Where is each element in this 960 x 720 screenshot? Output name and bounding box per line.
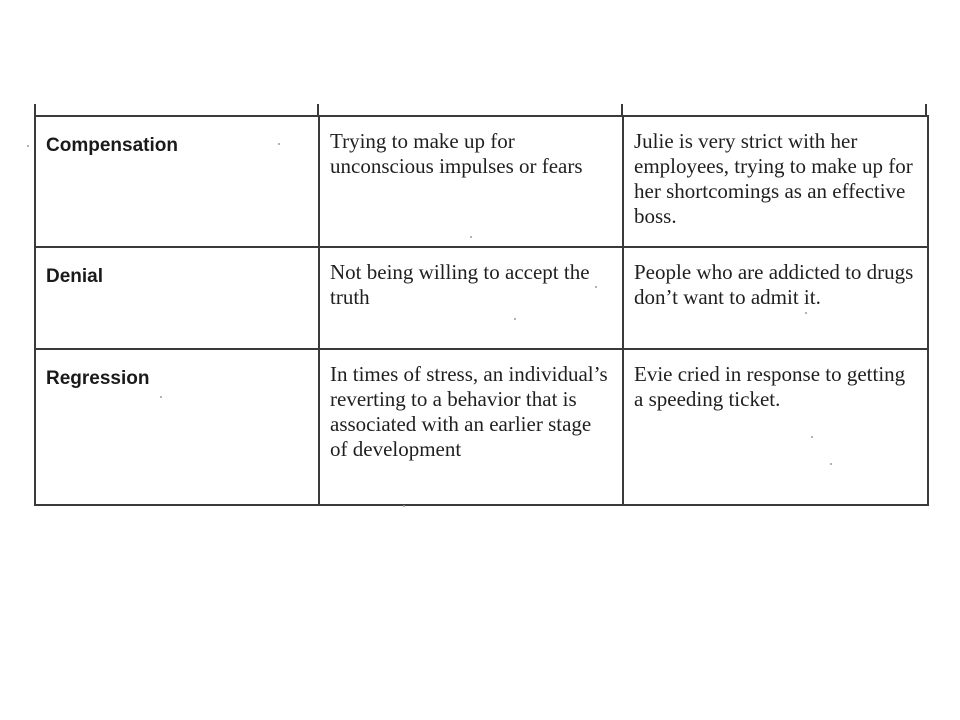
scan-speck: [595, 286, 597, 288]
example-cell: Evie cried in response to getting a speeding ticket.: [623, 349, 928, 505]
scan-speck: [160, 396, 162, 398]
scan-speck: [403, 505, 405, 507]
example-cell: Julie is very strict with her employees, trying to make up for her shortcomings as an effective boss.: [623, 116, 928, 247]
scan-speck: [278, 143, 280, 145]
defense-mechanisms-table: [34, 115, 929, 506]
definition-cell: Not being willing to accept the truth: [319, 247, 623, 349]
scan-speck: [514, 318, 516, 320]
scan-speck: [470, 236, 472, 238]
scan-speck: [830, 463, 832, 465]
table-row: [35, 247, 928, 349]
term-cell: Denial: [35, 247, 319, 349]
scan-speck: [27, 145, 29, 147]
scan-speck: [811, 436, 813, 438]
definition-cell: Trying to make up for unconscious impulses or fears: [319, 116, 623, 247]
example-cell: People who are addicted to drugs don’t want to admit it.: [623, 247, 928, 349]
table-row: [35, 349, 928, 505]
term-cell: Compensation: [35, 116, 319, 247]
definition-cell: In times of stress, an individual’s reverting to a behavior that is associated with an earlier stage of development: [319, 349, 623, 505]
table-row: [35, 116, 928, 247]
scan-speck: [805, 312, 807, 314]
term-cell: Regression: [35, 349, 319, 505]
